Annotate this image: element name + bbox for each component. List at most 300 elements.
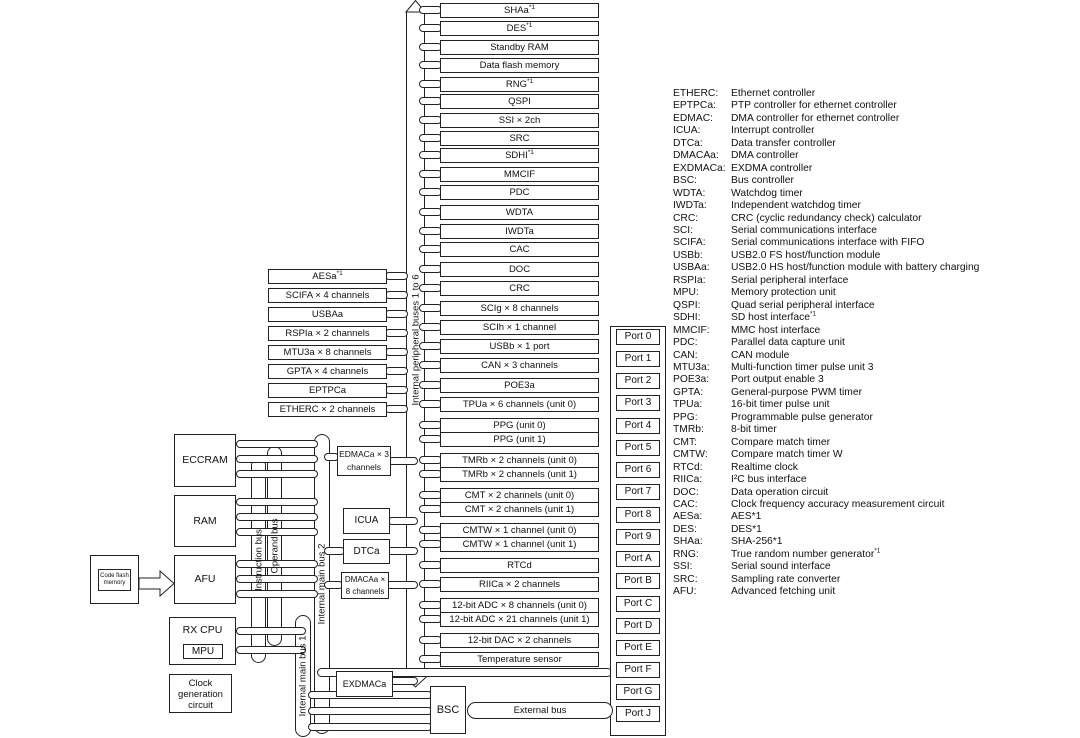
peripheral-block	[440, 21, 599, 36]
legend-desc: SD host interface	[731, 312, 810, 324]
legend-abbr: MMCIF:	[673, 324, 710, 336]
legend-abbr: RNG:	[673, 548, 699, 560]
block-label: PPG (unit 0)	[493, 420, 546, 431]
legend-abbr: SCI:	[673, 224, 694, 236]
legend-abbr: SSI:	[673, 561, 693, 573]
legend-row	[673, 150, 979, 162]
peripheral-block	[440, 467, 599, 482]
legend-desc: Bus controller	[731, 175, 794, 187]
legend-desc: Compare match timer W	[731, 449, 843, 461]
legend-row	[673, 175, 979, 187]
bus-connector-stub	[419, 61, 442, 69]
block-label: MTU3a × 8 channels	[283, 347, 372, 358]
legend-abbr: EPTPCa:	[673, 100, 716, 112]
footnote-marker: *1	[528, 3, 535, 11]
port-label: Port 0	[624, 331, 652, 342]
legend-desc: 8-bit timer	[731, 424, 777, 436]
bus-connector-stub	[419, 6, 442, 14]
peripheral-block	[268, 383, 387, 398]
block-label: SCIg × 8 channels	[480, 303, 559, 314]
bus-connector-stub	[236, 498, 318, 506]
bus-connector-stub	[419, 361, 442, 369]
legend-desc: Quad serial peripheral interface	[731, 299, 875, 311]
bus-connector-stub	[388, 457, 418, 465]
legend-abbr: AFU:	[673, 586, 697, 598]
code-flash-inner	[98, 569, 131, 591]
legend-abbr: CRC:	[673, 212, 699, 224]
block-label: USBb × 1 port	[489, 341, 550, 352]
block-label: CMTW × 1 channel (unit 1)	[462, 539, 577, 550]
legend-abbr: USBAa:	[673, 262, 710, 274]
port-label: Port 7	[624, 486, 652, 497]
peripheral-block	[440, 598, 599, 613]
legend-desc: Serial communications interface	[731, 224, 877, 236]
peripheral-block	[440, 262, 599, 277]
peripheral-block	[440, 397, 599, 412]
legend-desc: MMC host interface	[731, 324, 821, 336]
port-box	[616, 618, 660, 634]
legend-row	[673, 524, 979, 536]
legend-abbr: RSPIa:	[673, 274, 706, 286]
legend-abbr: CMTW:	[673, 449, 708, 461]
peripheral-block	[440, 577, 599, 592]
code-flash-arrow-icon	[139, 570, 175, 598]
bsc-block	[430, 686, 466, 734]
footnote-marker: *1	[874, 547, 881, 555]
peripheral-block	[440, 113, 599, 128]
bus-connector-stub	[419, 470, 442, 478]
legend-row	[673, 499, 979, 511]
legend-row	[673, 287, 979, 299]
legend-row	[673, 337, 979, 349]
bus-connector-stub	[419, 43, 442, 51]
port-box	[616, 395, 660, 411]
peripheral-block	[440, 612, 599, 627]
legend-desc: Sampling rate converter	[731, 573, 841, 585]
legend-desc: Memory protection unit	[731, 287, 836, 299]
bus-connector-stub	[419, 170, 442, 178]
legend-row	[673, 125, 979, 137]
peripheral-block	[440, 77, 599, 92]
legend-desc: Realtime clock	[731, 461, 798, 473]
legend-row	[673, 561, 979, 573]
peripheral-block	[440, 453, 599, 468]
legend-row	[673, 325, 979, 337]
legend-abbr: DMACAa:	[673, 150, 719, 162]
footnote-marker: *1	[336, 269, 343, 277]
port-box	[616, 596, 660, 612]
peripheral-block	[268, 288, 387, 303]
port-box	[616, 662, 660, 678]
legend-row	[673, 586, 979, 598]
peripheral-block	[440, 3, 599, 18]
legend-abbr: DOC:	[673, 486, 699, 498]
bus-connector-stub	[419, 505, 442, 513]
bus-connector-stub	[419, 400, 442, 408]
bus-connector-stub	[385, 310, 408, 318]
bus-connector-stub	[419, 134, 442, 142]
peripheral-block	[440, 339, 599, 354]
bus-connector-stub	[308, 723, 432, 731]
peripheral-block	[440, 418, 599, 433]
peripheral-block	[440, 502, 599, 517]
peripheral-block	[440, 301, 599, 316]
internal-peripheral-bus-label: Internal peripheral buses 1 to 6	[410, 274, 422, 406]
legend-abbr: AESa:	[673, 511, 703, 523]
block-label: CAN × 3 channels	[481, 360, 558, 371]
block-label: RTCd	[507, 560, 532, 571]
peripheral-block	[268, 307, 387, 322]
block-label: PPG (unit 1)	[493, 434, 546, 445]
bus-connector-stub	[236, 440, 318, 448]
internal-main-bus-1-label: Internal main bus 1	[297, 635, 309, 717]
port-box	[616, 706, 660, 722]
legend-desc: Serial peripheral interface	[731, 274, 849, 286]
block-label: Data flash memory	[479, 60, 560, 71]
legend-desc: USB2.0 HS host/function module with battery charging	[731, 262, 980, 274]
legend-row	[673, 100, 979, 112]
legend-desc: Programmable pulse generator	[731, 411, 873, 423]
legend-abbr: TPUa:	[673, 399, 703, 411]
bus-connector-stub	[388, 517, 418, 525]
block-label: ETHERC × 2 channels	[279, 404, 376, 415]
block-label: RNG	[505, 79, 527, 90]
peripheral-block	[440, 58, 599, 73]
dmacaa-label: DMACAa × 8 channels	[344, 575, 386, 596]
external-bus	[467, 702, 613, 719]
footnote-marker: *1	[526, 77, 534, 85]
block-label: CMT × 2 channels (unit 0)	[464, 490, 575, 501]
port-box	[616, 440, 660, 456]
legend-row	[673, 536, 979, 548]
block-label: PDC	[509, 187, 530, 198]
port-label: Port J	[624, 708, 652, 719]
legend-row	[673, 225, 979, 237]
block-label: CMT × 2 channels (unit 1)	[464, 504, 575, 515]
legend-row	[673, 511, 979, 523]
legend-abbr: SDHI:	[673, 312, 701, 324]
legend-desc: DMA controller for ethernet controller	[731, 112, 900, 124]
port-box	[616, 329, 660, 345]
legend-row	[673, 487, 979, 499]
bus-connector-stub	[419, 540, 442, 548]
bus-connector-stub	[236, 575, 318, 583]
port-label: Port B	[624, 575, 652, 586]
peripheral-block	[440, 94, 599, 109]
bus-connector-stub	[385, 291, 408, 299]
bus-connector-stub	[419, 615, 442, 623]
port-label: Port 5	[624, 442, 652, 453]
edmaca-label: EDMACa × 3 channels	[339, 449, 389, 472]
legend-abbr: SHAa:	[673, 536, 703, 548]
peripheral-block	[440, 131, 599, 146]
bus-connector-stub	[386, 547, 418, 555]
port-label: Port 1	[624, 353, 652, 364]
clock-generation-block	[169, 674, 232, 713]
legend-desc: PTP controller for ethernet controller	[731, 100, 897, 112]
peripheral-block	[440, 432, 599, 447]
legend-abbr: RTCd:	[673, 461, 703, 473]
icua-label: ICUA	[354, 515, 379, 526]
port-label: Port 3	[624, 397, 652, 408]
afu-label: AFU	[194, 573, 216, 585]
legend-abbr: PPG:	[673, 411, 698, 423]
bus-connector-stub	[419, 116, 442, 124]
code-flash-label: Code flash memory	[100, 573, 129, 586]
block-label: SCIh × 1 channel	[482, 322, 557, 333]
legend-desc: Independent watchdog timer	[731, 200, 861, 212]
bus-connector-stub	[419, 284, 442, 292]
ram-block	[174, 495, 236, 547]
peripheral-block	[268, 364, 387, 379]
block-label: SDHI	[505, 150, 528, 161]
block-label: 12-bit DAC × 2 channels	[467, 635, 572, 646]
footnote-marker: *1	[527, 148, 534, 156]
peripheral-block	[440, 281, 599, 296]
legend-abbr: GPTA:	[673, 386, 704, 398]
bus-connector-stub	[308, 707, 432, 715]
bus-connector-stub	[419, 526, 442, 534]
bus-connector-stub	[419, 435, 442, 443]
clock-generation-label: Clock generation circuit	[178, 678, 223, 711]
mpu-block	[183, 644, 223, 659]
peripheral-block	[440, 488, 599, 503]
port-box	[616, 507, 660, 523]
legend-row	[673, 163, 979, 175]
bus-connector-stub	[419, 561, 442, 569]
legend-row	[673, 362, 979, 374]
peripheral-block	[440, 378, 599, 393]
block-label: IWDTa	[505, 226, 534, 237]
peripheral-block	[268, 326, 387, 341]
block-label: POE3a	[504, 380, 535, 391]
dtca-label: DTCa	[353, 546, 380, 557]
block-label: CMTW × 1 channel (unit 0)	[462, 525, 577, 536]
port-label: Port 2	[624, 375, 652, 386]
legend-row	[673, 262, 979, 274]
peripheral-block	[268, 402, 387, 417]
legend-abbr: ICUA:	[673, 125, 701, 137]
legend-desc: Ethernet controller	[731, 88, 816, 99]
bus-connector-stub	[419, 265, 442, 273]
bus-connector-stub	[385, 272, 408, 280]
legend-abbr: MPU:	[673, 287, 699, 299]
legend-row	[673, 237, 979, 249]
instruction-bus-label: Instruction bus	[253, 529, 265, 591]
block-label: SRC	[509, 133, 530, 144]
peripheral-block	[440, 148, 599, 163]
legend-row	[673, 574, 979, 586]
legend-desc: Port output enable 3	[731, 374, 824, 386]
port-box	[616, 551, 660, 567]
mpu-label: MPU	[191, 646, 215, 657]
legend-desc: CAN module	[731, 349, 790, 361]
legend-abbr: ETHERC:	[673, 88, 719, 99]
legend	[673, 88, 979, 599]
bus-connector-stub	[236, 646, 306, 654]
legend-abbr: WDTA:	[673, 187, 706, 199]
legend-abbr: CMT:	[673, 436, 698, 448]
legend-abbr: SRC:	[673, 573, 698, 585]
icua-block	[343, 508, 390, 534]
legend-desc: Clock frequency accuracy measurement circuit	[731, 498, 945, 510]
legend-abbr: QSPI:	[673, 299, 701, 311]
legend-row	[673, 549, 979, 561]
legend-row	[673, 188, 979, 200]
legend-row	[673, 138, 979, 150]
legend-abbr: CAN:	[673, 349, 698, 361]
bus-connector-stub	[385, 386, 408, 394]
bus-connector-stub	[419, 245, 442, 253]
bus-connector-stub	[419, 188, 442, 196]
block-label: Standby RAM	[490, 42, 549, 53]
bsc-label: BSC	[436, 704, 460, 716]
block-label: CRC	[509, 283, 530, 294]
peripheral-block	[268, 345, 387, 360]
bus-connector-stub	[419, 323, 442, 331]
port-box	[616, 462, 660, 478]
block-label: SSI × 2ch	[498, 115, 541, 126]
block-label: SHAa	[504, 5, 529, 16]
bus-connector-stub	[419, 491, 442, 499]
peripheral-block	[440, 652, 599, 667]
port-box	[616, 573, 660, 589]
port-box	[616, 373, 660, 389]
peripheral-block	[268, 269, 387, 284]
peripheral-block	[440, 185, 599, 200]
legend-abbr: USBb:	[673, 249, 703, 261]
block-label: DOC	[508, 264, 531, 275]
bus-connector-stub	[419, 208, 442, 216]
footnote-marker: *1	[809, 310, 817, 318]
legend-row	[673, 374, 979, 386]
legend-desc: Advanced fetching unit	[731, 586, 836, 598]
port-box	[616, 684, 660, 700]
port-box	[616, 484, 660, 500]
block-label: QSPI	[508, 96, 531, 107]
port-label: Port 6	[624, 464, 652, 475]
legend-row	[673, 213, 979, 225]
bus-connector-stub	[236, 590, 318, 598]
dtca-block	[343, 539, 390, 564]
block-label: Temperature sensor	[477, 654, 562, 665]
legend-row	[673, 424, 979, 436]
code-flash-block	[90, 555, 139, 604]
peripheral-block	[440, 358, 599, 373]
legend-row	[673, 275, 979, 287]
bus-connector-stub	[419, 151, 442, 159]
legend-abbr: DES:	[673, 523, 698, 535]
bus-connector-stub	[385, 329, 408, 337]
legend-row	[673, 350, 979, 362]
block-label: RIICa × 2 channels	[478, 579, 561, 590]
peripheral-block	[440, 205, 599, 220]
legend-desc: Watchdog timer	[731, 187, 803, 199]
block-label: SCIFA × 4 channels	[285, 290, 370, 301]
bus-connector-stub	[419, 97, 442, 105]
legend-row	[673, 412, 979, 424]
legend-row	[673, 462, 979, 474]
footnote-marker: *1	[526, 21, 533, 29]
legend-desc: General-purpose PWM timer	[731, 386, 863, 398]
port-label: Port D	[623, 620, 653, 631]
dmacaa-block	[341, 572, 389, 599]
legend-row	[673, 200, 979, 212]
block-label: WDTA	[505, 207, 534, 218]
legend-desc: CRC (cyclic redundancy check) calculator	[731, 212, 922, 224]
legend-row	[673, 300, 979, 312]
bus-connector-stub	[419, 456, 442, 464]
port-box	[616, 640, 660, 656]
eccram-block	[174, 434, 236, 487]
block-label: CAC	[509, 244, 530, 255]
block-label: RSPIa × 2 channels	[285, 328, 370, 339]
bus-connector-stub	[390, 677, 418, 685]
legend-desc: DES*1	[731, 523, 762, 535]
bus-connector-stub	[419, 580, 442, 588]
block-label: AESa	[312, 271, 337, 282]
internal-main-bus-2-label: Internal main bus 2	[316, 543, 328, 625]
legend-desc: DMA controller	[731, 150, 799, 162]
port-label: Port 8	[624, 509, 652, 520]
legend-desc: Data transfer controller	[731, 137, 836, 149]
legend-row	[673, 474, 979, 486]
bus-connector-stub	[385, 367, 408, 375]
peripheral-block	[440, 40, 599, 55]
legend-row	[673, 312, 979, 324]
operand-bus-label: Operand bus	[269, 518, 281, 574]
legend-desc: USB2.0 FS host/function module	[731, 249, 881, 261]
bus-connector-stub	[385, 348, 408, 356]
bus-connector-stub	[419, 227, 442, 235]
peripheral-block	[440, 523, 599, 538]
legend-desc: Compare match timer	[731, 436, 830, 448]
legend-abbr: SCIFA:	[673, 237, 706, 249]
port-label: Port F	[624, 664, 652, 675]
legend-abbr: EDMAC:	[673, 112, 714, 124]
bus-connector-stub	[236, 455, 318, 463]
port-label: Port 4	[624, 420, 652, 431]
peripheral-block	[440, 320, 599, 335]
block-label: GPTA × 4 channels	[286, 366, 369, 377]
bus-connector-stub	[419, 80, 442, 88]
legend-abbr: CAC:	[673, 498, 698, 510]
legend-desc: Multi-function timer pulse unit 3	[731, 361, 874, 373]
rx-cpu-block	[169, 617, 236, 665]
port-label: Port E	[624, 642, 652, 653]
legend-abbr: EXDMACa:	[673, 162, 726, 174]
legend-abbr: PDC:	[673, 337, 698, 349]
block-label: USBAa	[311, 309, 344, 320]
legend-desc: SHA-256*1	[731, 536, 783, 548]
block-label: MMCIF	[503, 169, 536, 180]
exdmaca-label: EXDMACa	[342, 679, 387, 689]
bus-connector-stub	[419, 304, 442, 312]
port-box	[616, 529, 660, 545]
peripheral-block	[440, 167, 599, 182]
legend-row	[673, 399, 979, 411]
port-label: Port G	[623, 686, 653, 697]
bus-connector-stub	[419, 421, 442, 429]
legend-abbr: POE3a:	[673, 374, 710, 386]
legend-abbr: IWDTa:	[673, 200, 707, 212]
bus-connector-stub	[236, 470, 318, 478]
legend-desc: Data operation circuit	[731, 486, 829, 498]
legend-abbr: MTU3a:	[673, 361, 710, 373]
peripheral-block	[440, 558, 599, 573]
exdmaca-block	[336, 671, 393, 697]
afu-block	[174, 555, 236, 604]
